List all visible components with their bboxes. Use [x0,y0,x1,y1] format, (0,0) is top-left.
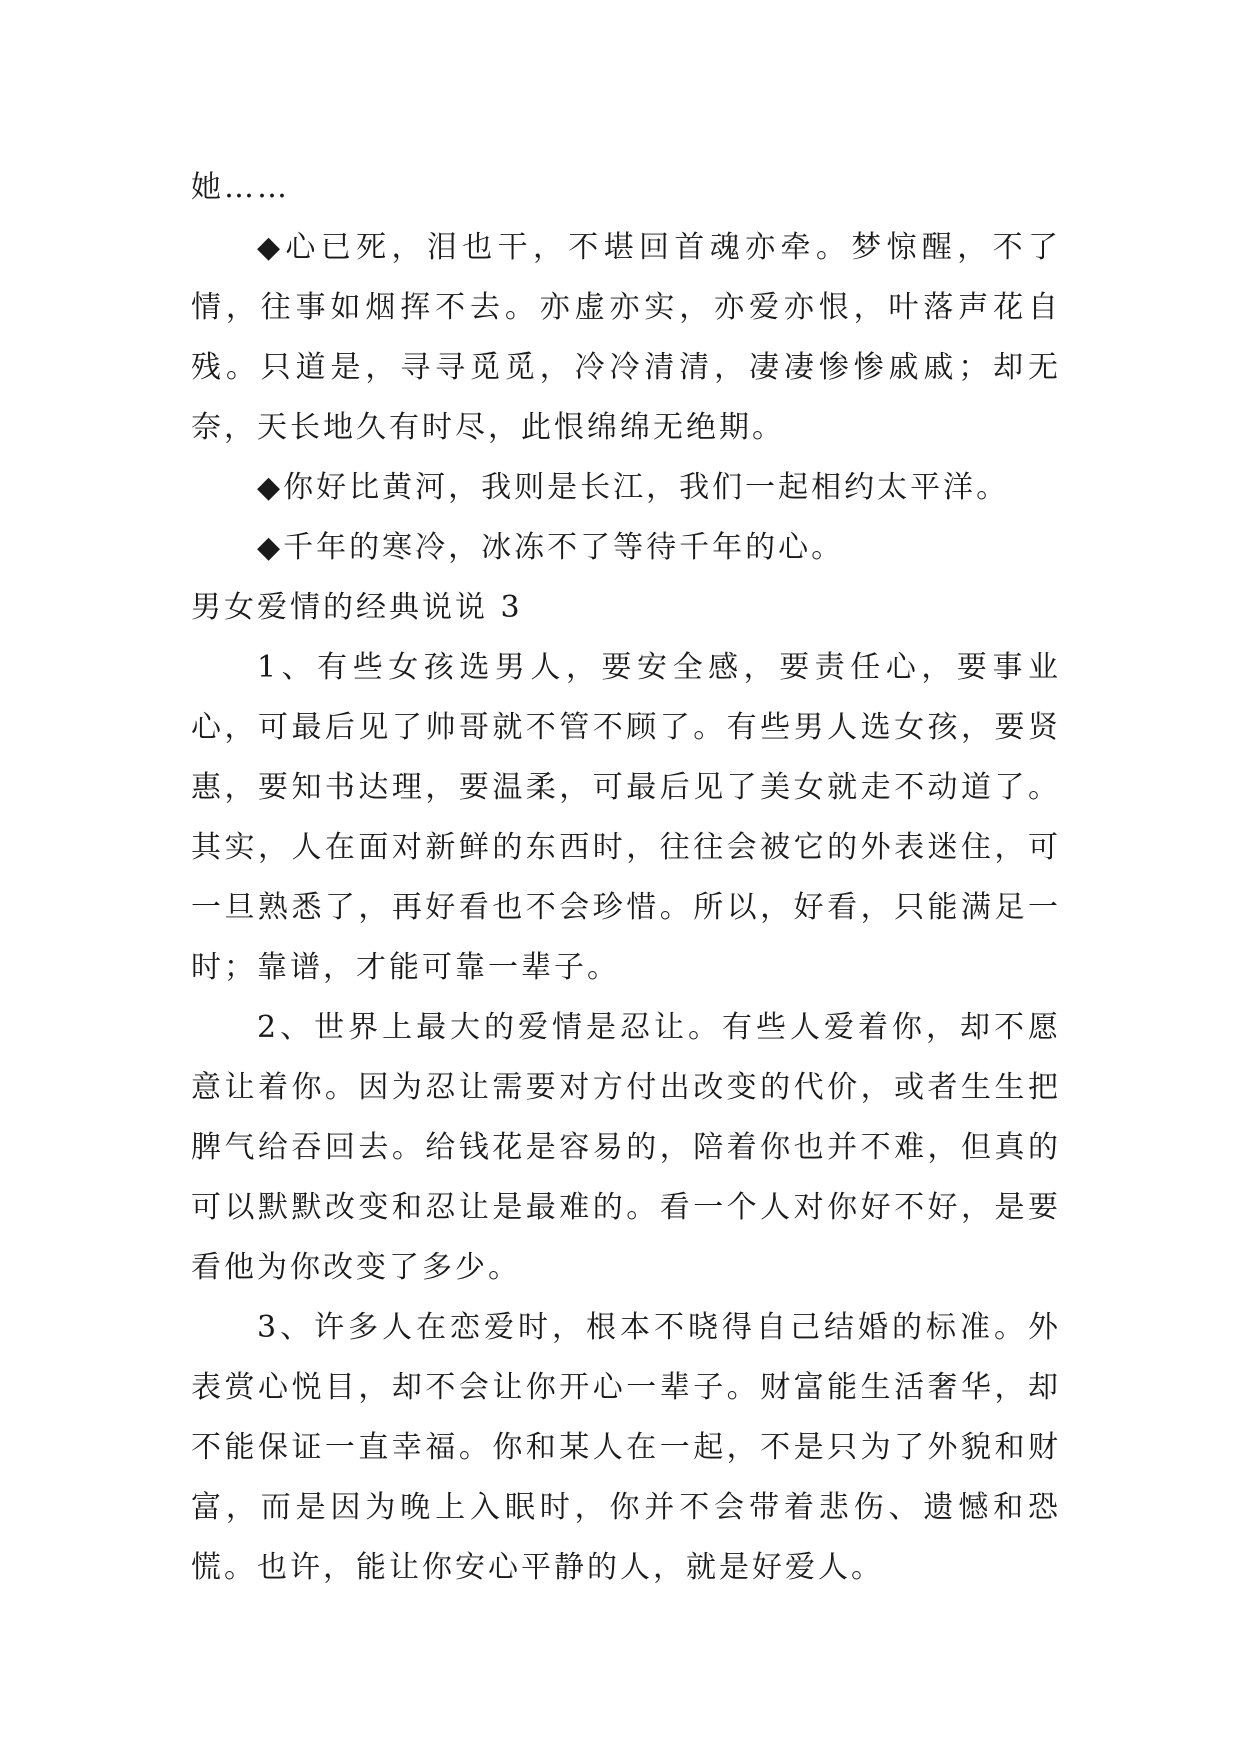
document-body [191,158,1061,1598]
paragraph-item-1: 1、有些女孩选男人，要安全感，要责任心，要事业心，可最后见了帅哥就不管不顾了。有些男人选女孩，要贤惠，要知书达理，要温柔，可最后见了美女就走不动道了。其实，人在面对新鲜的东西时，往往会被它的外表迷住，可一旦熟悉了，再好看也不会珍惜。所以，好看，只能满足一时；靠谱，才能可靠一辈子。 [191,650,1061,985]
paragraph-item-3: 3、许多人在恋爱时，根本不晓得自己结婚的标准。外表赏心悦目，却不会让你开心一辈子。财富能生活奢华，却不能保证一直幸福。你和某人在一起，不是只为了外貌和财富，而是因为晚上入眠时，你并不会带着悲伤、遗憾和恐慌。也许，能让你安心平静的人，就是好爱人。 [191,1310,1061,1585]
paragraph-item-2: 2、世界上最大的爱情是忍让。有些人爱着你，却不愿意让着你。因为忍让需要对方付出改变的代价，或者生生把脾气给吞回去。给钱花是容易的，陪着你也并不难，但真的可以默默改变和忍让是最难的。看一个人对你好不好，是要看他为你改变了多少。 [191,1010,1061,1285]
section-heading: 男女爱情的经典说说 3 [191,590,523,625]
paragraph-bullet-heart: ◆心已死，泪也干，不堪回首魂亦牵。梦惊醒，不了情，往事如烟挥不去。亦虚亦实，亦爱亦恨，叶落声花自残。只道是，寻寻觅觅，冷冷清清，凄凄惨惨戚戚；却无奈，天长地久有时尽，此恨绵绵无绝期。 [191,230,1061,445]
paragraph-bullet-river: ◆你好比黄河，我则是长江，我们一起相约太平洋。 [257,470,1010,505]
paragraph-bullet-cold: ◆千年的寒冷，冰冻不了等待千年的心。 [257,530,845,565]
paragraph-continuation: 她…… [191,170,290,205]
